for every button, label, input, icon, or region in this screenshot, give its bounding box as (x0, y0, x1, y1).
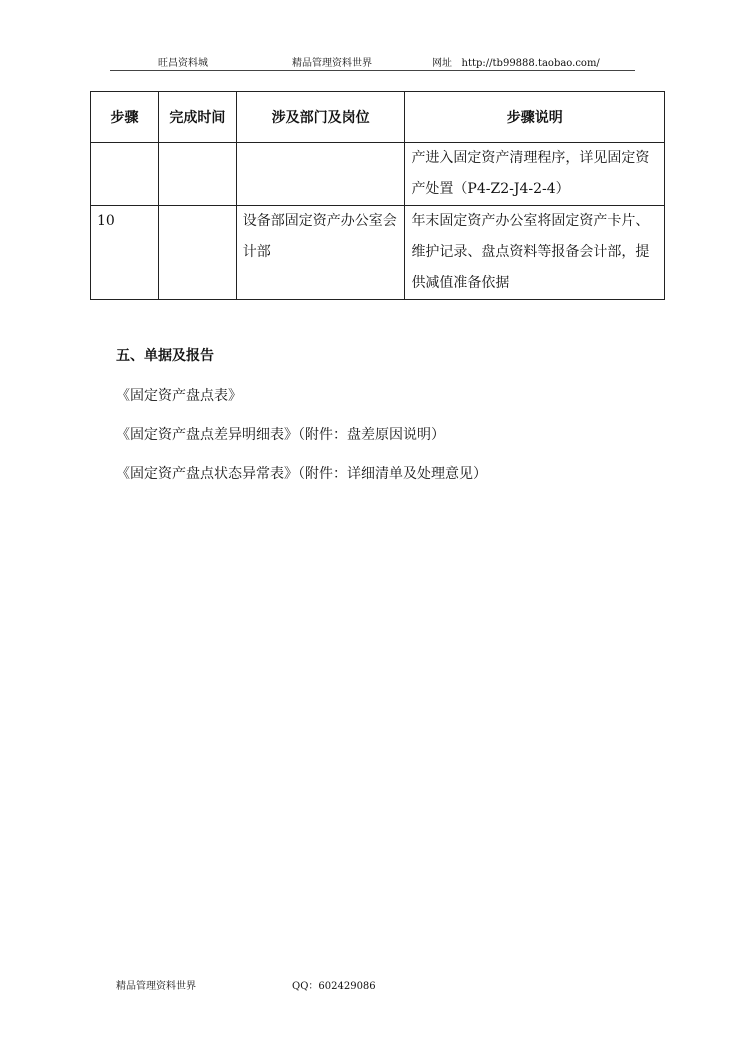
header-step: 步骤 (91, 92, 159, 143)
cell-dept (236, 143, 405, 206)
document-item: 《固定资产盘点差异明细表》（附件：盘差原因说明） (116, 427, 445, 443)
header-time: 完成时间 (158, 92, 236, 143)
header-shop-name: 旺昌资料城 (158, 58, 208, 69)
document-item: 《固定资产盘点表》 (116, 388, 242, 404)
cell-time (158, 206, 236, 300)
footer-qq: QQ：602429086 (292, 981, 376, 992)
header-url (432, 54, 600, 69)
table-row (91, 206, 665, 300)
cell-step (91, 143, 159, 206)
footer-world-name: 精品管理资料世界 (116, 981, 196, 992)
cell-desc: 产进入固定资产清理程序，详见固定资产处置（P4-Z2-J4-2-4） (405, 143, 665, 206)
header-url-link[interactable]: http://tb99888.taobao.com/ (461, 58, 600, 69)
section-title: 五、单据及报告 (116, 348, 214, 364)
steps-table (90, 91, 665, 300)
table-header-row (91, 92, 665, 143)
header-url-label: 网址 (432, 58, 452, 69)
table-row (91, 143, 665, 206)
header-desc: 步骤说明 (405, 92, 665, 143)
header-dept: 涉及部门及岗位 (236, 92, 405, 143)
cell-desc: 年末固定资产办公室将固定资产卡片、维护记录、盘点资料等报备会计部，提供减值准备依据 (405, 206, 665, 300)
page-header (110, 54, 635, 71)
cell-time (158, 143, 236, 206)
cell-step: 10 (91, 206, 159, 300)
document-item: 《固定资产盘点状态异常表》（附件：详细清单及处理意见） (116, 466, 487, 482)
header-world-name: 精品管理资料世界 (292, 58, 372, 69)
cell-dept: 设备部固定资产办公室会计部 (236, 206, 405, 300)
